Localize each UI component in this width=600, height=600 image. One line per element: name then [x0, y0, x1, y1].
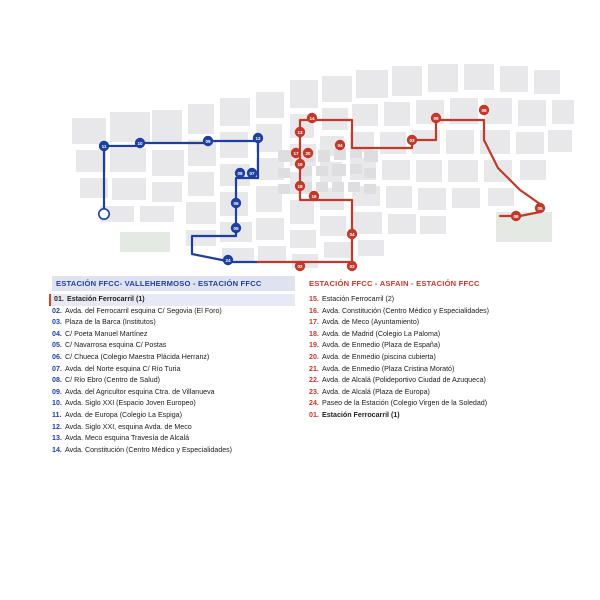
stop-label: Avda. Constitución (Centro Médico y Especialidades)	[65, 445, 233, 454]
stop-number: 04.	[52, 329, 62, 338]
stop-label: Avda. de Enmedio (Plaza Cristina Morató)	[322, 364, 455, 373]
legend-left-list	[52, 294, 295, 456]
stop-label: Avda. del Norte esquina C/ Río Turia	[65, 364, 181, 373]
stop-number: 05.	[52, 341, 62, 350]
list-item[interactable]	[52, 329, 295, 341]
svg-text:08: 08	[481, 107, 487, 113]
stop-number: 03.	[52, 318, 62, 327]
svg-text:07: 07	[249, 170, 255, 176]
svg-text:11: 11	[101, 143, 107, 149]
map-svg	[0, 0, 600, 290]
stop-number: 21.	[309, 364, 319, 373]
svg-text:14: 14	[309, 115, 315, 121]
svg-text:05: 05	[537, 205, 543, 211]
stop-number: 01.	[309, 410, 319, 419]
stop-label: Avda. del Ferrocarril esquina C/ Segovia (El Foro)	[65, 306, 222, 315]
list-item[interactable]	[309, 387, 552, 399]
list-item[interactable]	[52, 375, 295, 387]
svg-text:06: 06	[513, 213, 519, 219]
svg-text:08: 08	[237, 170, 243, 176]
svg-text:09: 09	[433, 115, 439, 121]
stop-label: Avda. de Enmedio (Plaza de España)	[322, 341, 441, 350]
list-item[interactable]	[309, 410, 552, 422]
list-item[interactable]	[309, 306, 552, 318]
stop-label: Plaza de la Barca (Institutos)	[65, 318, 156, 327]
stop-label: C/ Río Ebro (Centro de Salud)	[65, 376, 161, 385]
stop-label: Estación Ferrocarril (2)	[322, 295, 395, 303]
stop-number: 06.	[52, 352, 62, 361]
list-item[interactable]	[52, 317, 295, 329]
svg-text:04: 04	[349, 231, 355, 237]
list-item[interactable]	[52, 433, 295, 445]
stop-label: Avda. de Madrid (Colegio La Paloma)	[322, 329, 441, 338]
stop-label: Estación Ferrocarril (1)	[322, 410, 400, 419]
stop-label: Avda. Constitución (Centro Médico y Especialidades)	[322, 306, 490, 315]
stop-number: 12.	[52, 422, 62, 431]
list-item[interactable]	[309, 340, 552, 352]
list-item[interactable]	[309, 352, 552, 364]
legend-right-list	[309, 294, 552, 422]
svg-text:19: 19	[297, 161, 303, 167]
list-item[interactable]	[52, 445, 295, 457]
svg-text:05: 05	[233, 225, 239, 231]
stop-number: 09.	[52, 387, 62, 396]
list-item[interactable]	[309, 375, 552, 387]
stop-number: 24.	[309, 399, 319, 408]
svg-text:03: 03	[409, 137, 415, 143]
stop-label: Estación Ferrocarril (1)	[67, 295, 145, 303]
stop-number: 13.	[52, 434, 62, 443]
stop-label: Avda. de Alcalá (Polideportivo Ciudad de Azuqueca)	[322, 376, 486, 385]
stop-label: Avda. Siglo XXI, esquina Avda. de Meco	[65, 422, 192, 431]
legend-column-left	[52, 276, 295, 456]
stop-label: Avda. de Europa (Colegio La Espiga)	[65, 410, 182, 419]
stop-number: 11.	[52, 410, 62, 419]
legend	[52, 276, 552, 456]
stop-label: Avda. de Meco (Ayuntamiento)	[322, 318, 420, 327]
stop-number: 19.	[309, 341, 319, 350]
list-item[interactable]	[52, 410, 295, 422]
svg-text:03: 03	[349, 263, 355, 269]
stop-label: Avda. Siglo XXI (Espacio Joven Europeo)	[65, 399, 196, 408]
stop-number: 15.	[309, 295, 319, 303]
svg-text:20: 20	[305, 150, 311, 156]
svg-text:04: 04	[337, 142, 343, 148]
stop-label: C/ Poeta Manuel Martínez	[65, 329, 148, 338]
stop-label: Avda. de Alcalá (Plaza de Europa)	[322, 387, 430, 396]
svg-text:16: 16	[311, 193, 317, 199]
list-item[interactable]	[52, 387, 295, 399]
svg-text:10: 10	[137, 140, 143, 146]
stop-number: 16.	[309, 306, 319, 315]
stop-number: 07.	[52, 364, 62, 373]
stop-label: Avda. Meco esquina Travesía de Alcalá	[65, 434, 190, 443]
stop-number: 08.	[52, 376, 62, 385]
list-item[interactable]	[52, 422, 295, 434]
route-map	[0, 0, 600, 290]
list-item[interactable]	[309, 317, 552, 329]
list-item[interactable]	[52, 352, 295, 364]
stop-number: 23.	[309, 387, 319, 396]
list-item[interactable]	[309, 398, 552, 410]
list-item[interactable]	[52, 340, 295, 352]
svg-text:18: 18	[297, 183, 303, 189]
stop-number: 20.	[309, 352, 319, 361]
svg-text:06: 06	[233, 200, 239, 206]
stop-number: 10.	[52, 399, 62, 408]
list-item[interactable]	[49, 294, 295, 306]
stop-label: C/ Navarrosa esquina C/ Postas	[65, 341, 167, 350]
stop-number: 22.	[309, 376, 319, 385]
stop-number: 02.	[52, 306, 62, 315]
legend-left-title: ESTACIÓN FFCC- VALLEHERMOSO - ESTACIÓN FFCC	[52, 276, 295, 291]
list-item[interactable]	[309, 364, 552, 376]
stop-number: 18.	[309, 329, 319, 338]
list-item[interactable]	[309, 329, 552, 341]
list-item[interactable]	[52, 364, 295, 376]
legend-right-title: ESTACIÓN FFCC - ASFAIN - ESTACIÓN FFCC	[309, 276, 552, 291]
stop-number: 17.	[309, 318, 319, 327]
stop-label: Avda. de Enmedio (piscina cubierta)	[322, 352, 436, 361]
list-item[interactable]	[52, 306, 295, 318]
stop-label: Avda. del Agricultor esquina Ctra. de Villanueva	[65, 387, 215, 396]
stop-label: C/ Chueca (Colegio Maestra Plácida Herranz)	[65, 352, 210, 361]
stop-label: Paseo de la Estación (Colegio Virgen de la Soledad)	[322, 399, 488, 408]
svg-text:12: 12	[255, 135, 261, 141]
svg-text:02: 02	[297, 263, 303, 269]
stop-number: 01.	[54, 295, 64, 303]
svg-text:13: 13	[297, 129, 303, 135]
list-item[interactable]	[52, 398, 295, 410]
legend-column-right	[309, 276, 552, 456]
svg-text:09: 09	[205, 138, 211, 144]
list-item[interactable]	[309, 294, 552, 306]
stop-number: 14.	[52, 445, 62, 454]
svg-text:24: 24	[225, 257, 231, 263]
svg-text:17: 17	[293, 150, 299, 156]
